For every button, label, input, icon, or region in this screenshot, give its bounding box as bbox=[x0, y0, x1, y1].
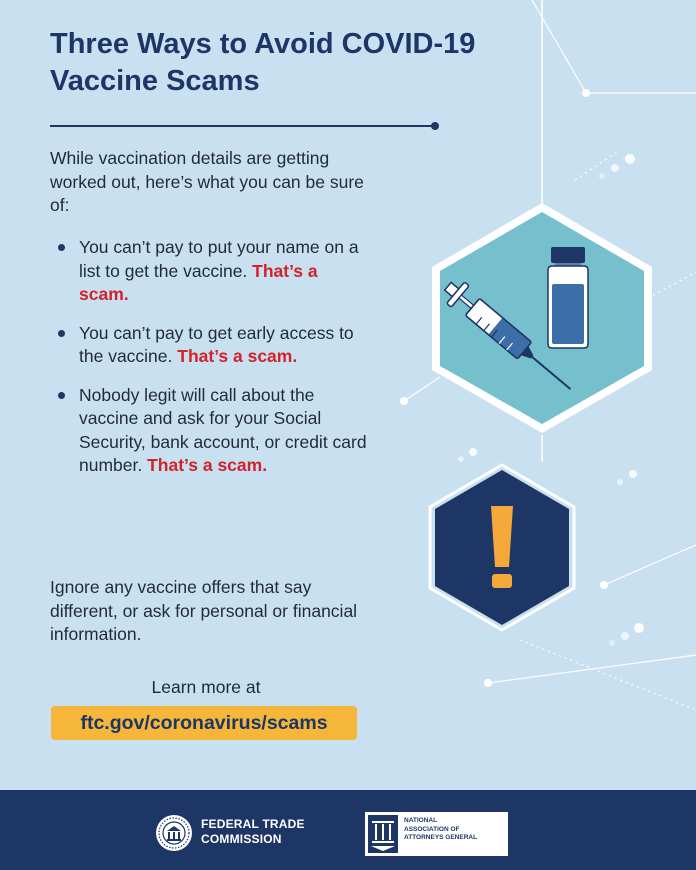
list-item bbox=[52, 236, 372, 307]
naag-logo-icon bbox=[368, 815, 398, 853]
list-item-text: You can’t pay to put your name on a list to get the vaccine. bbox=[79, 237, 359, 281]
scam-warning: That’s a scam. bbox=[79, 260, 318, 304]
bullet-icon bbox=[58, 392, 65, 399]
warning-exclamation-icon bbox=[491, 506, 513, 588]
scam-warning: That’s a scam. bbox=[177, 346, 298, 366]
ftc-scams-link[interactable]: ftc.gov/coronavirus/scams bbox=[51, 706, 357, 740]
page-title: Three Ways to Avoid COVID-19 Vaccine Scams bbox=[50, 28, 476, 97]
scam-warning: That’s a scam. bbox=[147, 455, 268, 475]
vaccine-hexagon bbox=[432, 203, 652, 433]
ftc-seal-icon bbox=[155, 814, 193, 852]
intro-paragraph: While vaccination details are getting worked out, here’s what you can be sure of: bbox=[50, 148, 364, 215]
scam-list bbox=[52, 236, 372, 493]
list-item bbox=[52, 384, 372, 478]
learn-more-label: Learn more at bbox=[151, 677, 261, 697]
outro-paragraph: Ignore any vaccine offers that say different, or ask for personal or financial information. bbox=[50, 577, 358, 644]
vaccine-vial-icon bbox=[548, 247, 588, 348]
list-item-text: Nobody legit will call about the vaccine and ask for your Social Security, bank account, or credit card number. bbox=[79, 384, 367, 475]
footer bbox=[0, 790, 696, 870]
ftc-name: FEDERAL TRADE COMMISSION bbox=[201, 817, 305, 846]
bullet-icon bbox=[58, 330, 65, 337]
list-item bbox=[52, 322, 372, 369]
title-divider bbox=[50, 122, 439, 130]
bullet-icon bbox=[58, 244, 65, 251]
naag-name: NATIONAL ASSOCIATION OF ATTORNEYS GENERAL bbox=[404, 817, 478, 841]
list-item-text: You can’t pay to get early access to the vaccine. bbox=[79, 322, 354, 366]
